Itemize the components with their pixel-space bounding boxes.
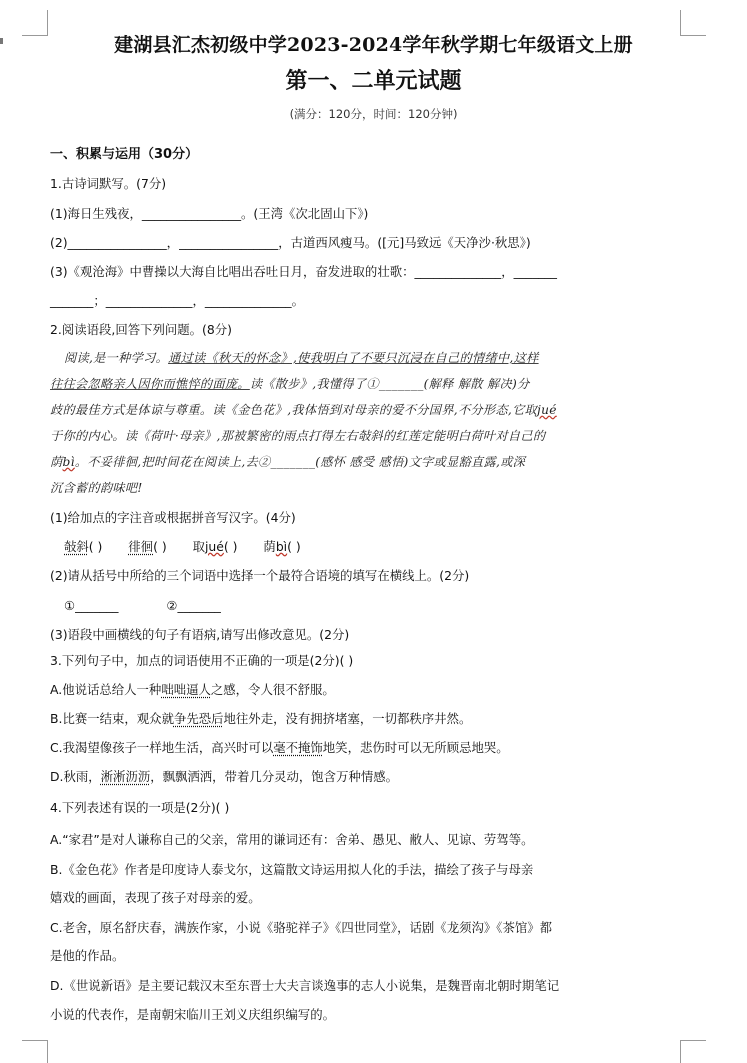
dotted-phrase: 争先恐后: [173, 711, 224, 726]
q3-option-b: [50, 710, 471, 728]
item-word: 荫: [263, 539, 276, 554]
dotted-phrase: 咄咄逼人: [161, 682, 211, 697]
option-text: C.我渴望像孩子一样地生活，高兴时可以: [50, 740, 274, 755]
passage-underlined-sentence-end: 往往会忽略亲人因你而憔悴的面庞。: [50, 377, 250, 391]
passage-text: 歧的最佳方式是体谅与尊重。读《金色花》,我体悟到对母亲的爱不分国界,不分形态,它取: [50, 403, 538, 417]
item-word: 敧斜: [64, 539, 89, 554]
q1-line-1: (1)海日生残夜，________________。(王湾《次北固山下》): [50, 206, 369, 221]
item-word: 徘徊: [128, 539, 154, 554]
exam-subtitle-unit: 第一、二单元试题: [285, 69, 462, 94]
q2-sub1-items: [64, 538, 301, 556]
answer-blank: ①_______: [64, 598, 119, 613]
option-text: B.比赛一结束，观众就: [50, 711, 174, 726]
item-word: 取: [192, 539, 205, 554]
crop-mark-bottom-right: [680, 1040, 706, 1063]
q2-passage-line-6: 沉含蓄的韵味吧!: [50, 481, 143, 495]
q4-option-b-cont: 嬉戏的画面，表现了孩子对母亲的爱。: [50, 890, 261, 905]
q4-option-d-cont: 小说的代表作，是南朝宋临川王刘义庆组织编写的。: [50, 1007, 335, 1022]
answer-blank: ( ): [153, 539, 167, 554]
q1-stem: 1.古诗词默写。(7分): [50, 176, 167, 191]
q1-line-2: (2)________________，________________，古道西风瘦马。([元]马致远《天净沙·秋思》): [50, 235, 531, 250]
q2-sub2-blanks: [64, 597, 221, 615]
option-text: 地笑，悲伤时可以无所顾忌地哭。: [322, 740, 509, 755]
q3-option-a: [50, 681, 335, 699]
q4-option-c: C.老舍，原名舒庆春，满族作家，小说《骆驼祥子》《四世同堂》，话剧《龙须沟》《茶馆》都: [50, 920, 553, 935]
section-heading: 一、积累与运用（30分）: [50, 147, 199, 162]
q4-stem: 4.下列表述有误的一项是(2分)( ): [50, 800, 230, 815]
q1-line-3: (3)《观沧海》中曹操以大海自比唱出吞吐日月，奋发进取的壮歌：______________，_______: [50, 264, 557, 279]
q3-stem: 3.下列句子中，加点的词语使用不正确的一项是(2分)( ): [50, 653, 354, 668]
q2-sub3-stem: (3)语段中画横线的句子有语病,请写出修改意见。(2分): [50, 627, 350, 642]
q2-sub1-stem: (1)给加点的字注音或根据拼音写汉字。(4分): [50, 510, 296, 525]
answer-blank: ( ): [287, 539, 301, 554]
option-text: A.他说话总给人一种: [50, 682, 162, 697]
crop-mark-bottom-left: [22, 1040, 48, 1063]
option-text: 之感，令人很不舒服。: [210, 682, 335, 697]
answer-blank: ( ): [88, 539, 103, 554]
q4-option-b: B.《金色花》作者是印度诗人泰戈尔，这篇散文诗运用拟人化的手法，描绘了孩子与母亲: [50, 862, 534, 877]
item-pinyin: bì: [275, 539, 288, 554]
passage-text: 读《散步》,我懂得了①_______(解释 解散 解决)分: [249, 377, 530, 391]
exam-title: 建湖县汇杰初级中学2023-2024学年秋学期七年级语文上册: [114, 34, 633, 56]
q2-passage-line-3: [50, 401, 557, 419]
option-text: 地往外走，没有拥挤堵塞，一切都秩序井然。: [223, 711, 472, 726]
q4-option-a: A.“家君”是对人谦称自己的父亲，常用的谦词还有：舍弟、愚见、敝人、见谅、劳驾等。: [50, 832, 534, 847]
q2-passage-line-1: [64, 349, 539, 367]
q3-option-c: [50, 739, 509, 757]
passage-text: 阅读,是一种学习。: [64, 351, 169, 365]
passage-text: 。不妥徘徊,把时间花在阅读上,去②_______(感怀 感受 感悟)文字或显豁直露,或深: [74, 455, 526, 469]
passage-underlined-sentence: 通过读《秋天的怀念》,使我明白了不要只沉浸在自己的情绪中,这样: [168, 351, 539, 365]
dotted-phrase: 毫不掩饰: [273, 740, 323, 755]
q4-option-c-cont: 是他的作品。: [50, 948, 125, 963]
q2-passage-line-2: [50, 375, 530, 393]
item-pinyin: jué: [204, 539, 224, 554]
q3-option-d: [50, 768, 398, 786]
passage-pinyin-jue: jué: [537, 403, 557, 417]
passage-text: 荫: [50, 455, 63, 469]
q2-sub2-stem: (2)请从括号中所给的三个词语中选择一个最符合语境的填写在横线上。(2分): [50, 568, 470, 583]
q2-passage-line-4: 于你的内心。读《荷叶·母亲》,那被繁密的雨点打得左右敧斜的红莲定能明白荷叶对自己的: [50, 429, 546, 443]
q1-line-4: _______；______________，______________。: [50, 293, 305, 308]
option-text: D.秋雨，: [50, 769, 101, 784]
q2-passage-line-5: [50, 453, 525, 471]
q4-option-d: D.《世说新语》是主要记载汉末至东晋士大夫言谈逸事的志人小说集，是魏晋南北朝时期笔记: [50, 978, 560, 993]
answer-blank: ②_______: [166, 598, 221, 613]
answer-blank: ( ): [223, 539, 238, 554]
exam-score-time: (满分：120分，时间：120分钟): [289, 107, 458, 121]
option-text: ，飘飘洒洒，带着几分灵动，饱含万种情感。: [150, 769, 399, 784]
q2-stem: 2.阅读语段,回答下列问题。(8分): [50, 322, 232, 337]
passage-pinyin-bi: bì: [62, 455, 75, 469]
dotted-phrase: 淅淅沥沥: [100, 769, 151, 784]
